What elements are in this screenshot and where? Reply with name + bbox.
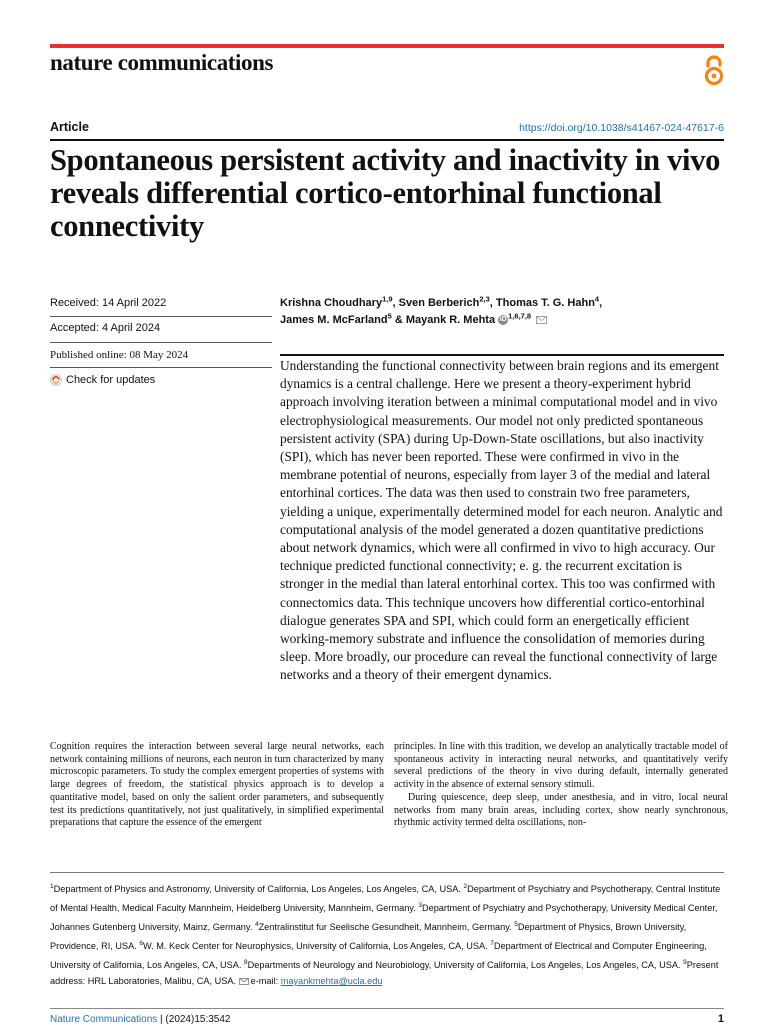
published-date: Published online: 08 May 2024 <box>50 349 189 361</box>
author-name[interactable]: Krishna Choudhary <box>280 297 383 309</box>
meta-divider <box>50 316 272 317</box>
journal-accent-bar <box>50 44 724 48</box>
check-for-updates-button[interactable] <box>50 374 272 386</box>
email-icon[interactable] <box>536 316 547 324</box>
author-separator: , <box>392 297 399 309</box>
abstract-divider <box>280 354 724 356</box>
footer-volume: (2024)15:3542 <box>165 1014 231 1025</box>
open-access-icon <box>702 55 726 87</box>
orcid-icon[interactable]: iD <box>499 316 507 324</box>
footer-citation <box>50 1014 230 1025</box>
check-for-updates-label: Check for updates <box>66 374 156 386</box>
footnote-marker: 8 <box>244 958 248 966</box>
affiliation-text: W. M. Keck Center for Neurophysics, University of California, Los Angeles, CA, USA. <box>142 940 491 951</box>
body-paragraph: During quiescence, deep sleep, under anesthesia, and in vitro, local neural networks from many brain areas, including cortex, show nearly synchronous, rhythmic activity termed delta oscillations, non- <box>394 791 728 829</box>
affiliation-text: Departments of Neurology and Neurobiology, University of California, Los Angeles, Los Angeles, CA, USA. <box>247 959 684 970</box>
accepted-date: Accepted: 4 April 2024 <box>50 322 161 334</box>
footer-divider <box>50 1008 724 1009</box>
meta-divider <box>50 367 272 368</box>
body-paragraph: principles. In line with this tradition, we develop an analytically tractable model of spontaneous activity in interacting neural networks, and quantitatively verify several predictions of the theory in vivo during default, internally generated activity in the absence of external sensory stimuli. <box>394 741 728 791</box>
affiliations-footnote <box>50 879 726 990</box>
affiliation-text: Department of Physics and Astronomy, University of California, Los Angeles, Los Angeles, CA, USA. <box>53 884 464 895</box>
author-affiliation: 4 <box>594 294 600 304</box>
article-title: Spontaneous persistent activity and inactivity in vivo reveals differential cortico-entorhinal functional connectivity <box>50 143 721 243</box>
journal-name: nature communications <box>50 50 274 75</box>
affiliation-text: Department of Psychiatry and Psychotherapy, Central Institute of Mental Health, Medical Faculty Mannheim, Heidelberg University, Mannheim, Germany. <box>50 884 721 914</box>
author-affiliation: 5 <box>387 311 392 321</box>
affiliation-text: Zentralinstitut fur Seelische Gesundheit, Mannheim, Germany. <box>258 922 515 932</box>
footnote-marker: 1 <box>50 883 54 890</box>
author-list <box>280 295 720 329</box>
body-column-left: Cognition requires the interaction between several large neural networks, each network containing millions of neurons, each neuron in turn characterized by many microscopic parameters. To study the complex emergent properties of systems with large degrees of freedom, the statistical physics approach is to develop a quantitative model, based on only the salient order parameters, and subsequently test its predictions quantitatively, not just qualitatively, in simplified experimental preparations that capture the essence of the emergent <box>50 741 384 829</box>
footnote-divider <box>50 872 724 873</box>
meta-divider <box>50 342 272 343</box>
affiliation-text: Department of Electrical and Computer Engineering, University of California, Los Angeles, CA, USA. <box>50 940 707 970</box>
footnote-marker: 5 <box>514 920 518 928</box>
abstract-text: Understanding the functional connectivity between brain regions and its emergent dynamics is a central challenge. Here we present a theory-experiment hybrid approach involving iteration between a minimal computational model and in vivo electrophysiological measurements. Our model not only predicted spontaneous persistent activity (SPA) during Up-Down-State oscillations, but also inactivity (SPI), which has never been reported. These were confirmed in vivo in the membrane potential of neurons, especially from layer 3 of the medial and lateral entorhinal cortices. The data was then used to constrain two free parameters, yielding a unique, experimentally determined model for each neuron. Analytic and computational analysis of the model generated a dozen quantitative predictions about network dynamics, which were all confirmed in vivo to high accuracy. Our technique predicted functional connectivity; e. g. the recurrent excitation is stronger in the medial than lateral entorhinal cortex. This too was confirmed with connectomics data. This technique uncovers how differential cortico-entorhinal dialogue generates SPA and SPI, which could form an energetically efficient working-memory substrate and influence the consolidation of memories during sleep. More broadly, our procedure can reveal the functional connectivity of large networks and a theory of their emergent dynamics. <box>280 358 723 683</box>
title-divider <box>50 139 724 141</box>
author-affiliation: 1,9 <box>382 294 393 304</box>
author-separator: & <box>391 314 406 326</box>
check-for-updates-icon <box>50 374 62 386</box>
body-column-right <box>394 741 728 830</box>
footnote-marker: 4 <box>254 920 259 928</box>
page-number: 1 <box>717 1013 724 1025</box>
email-icon <box>239 978 249 985</box>
footer-journal-name[interactable]: Nature Communications <box>50 1014 158 1025</box>
author-separator: , <box>489 297 496 309</box>
email-label: e-mail: <box>250 975 281 986</box>
affiliation-text: Department of Psychiatry and Psychotherapy, University Medical Center, Johannes Gutenberg University, Mainz, Germany. <box>50 903 718 932</box>
author-name[interactable]: Thomas T. G. Hahn <box>495 297 595 309</box>
author-name[interactable]: Mayank R. Mehta <box>405 314 496 326</box>
affiliation-text: Department of Physics, Brown University, Providence, RI, USA. <box>50 922 687 951</box>
footer-separator: | <box>157 1014 166 1025</box>
footnote-marker: 6 <box>139 939 143 947</box>
author-separator: , <box>599 297 603 309</box>
footnote-marker: 2 <box>463 883 468 890</box>
received-date: Received: 14 April 2022 <box>50 297 167 309</box>
author-affiliation: 2,3 <box>479 294 490 304</box>
footnote-marker: 7 <box>490 939 494 947</box>
author-affiliation: 1,6,7,8 <box>508 311 532 321</box>
footnote-marker: 3 <box>418 901 422 909</box>
author-name[interactable]: James M. McFarland <box>280 314 388 326</box>
article-type-label: Article <box>50 120 89 134</box>
author-name[interactable]: Sven Berberich <box>398 297 480 309</box>
affiliation-text: Present address: HRL Laboratories, Malibu, CA, USA. <box>50 959 719 986</box>
footnote-marker: 9 <box>683 958 687 966</box>
corresponding-email-link[interactable]: mayankmehta@ucla.edu <box>280 975 383 986</box>
doi-link[interactable]: https://doi.org/10.1038/s41467-024-47617-6 <box>519 122 724 134</box>
